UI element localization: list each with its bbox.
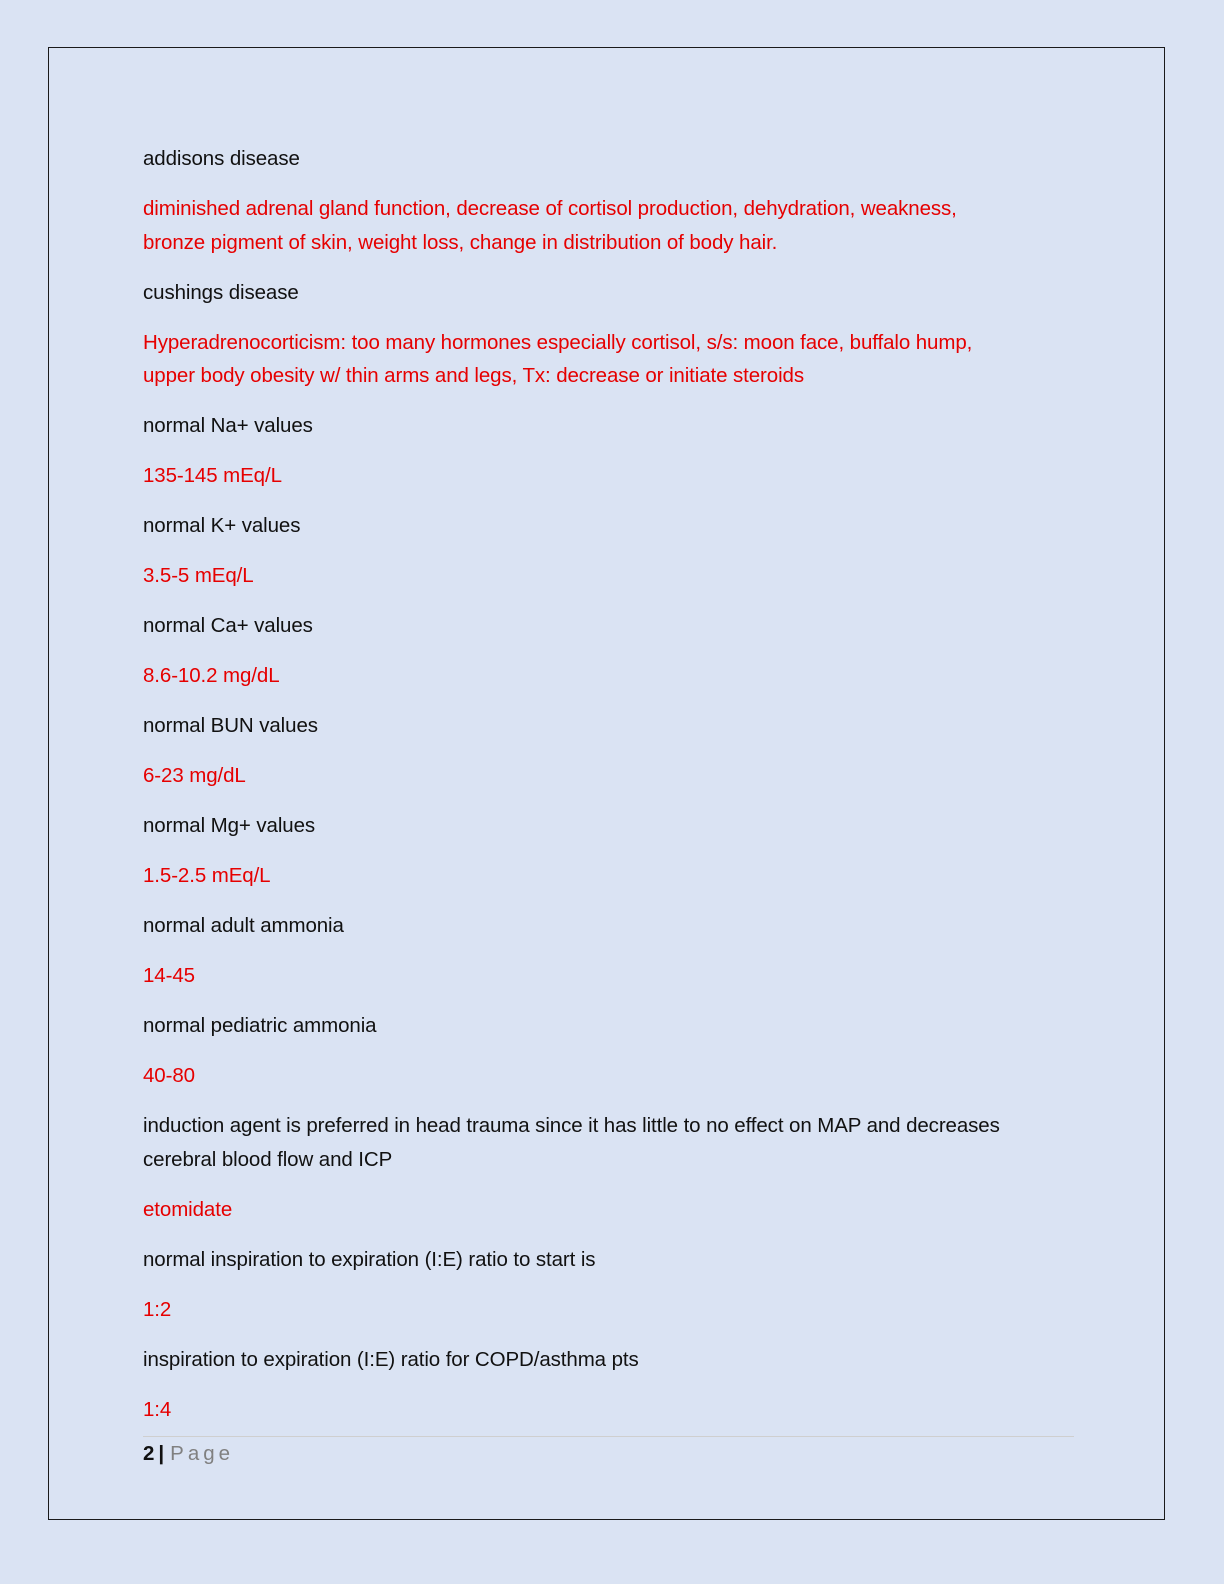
- answer-text: [143, 192, 1083, 259]
- question-text: normal pediatric ammonia: [143, 1014, 377, 1037]
- answer-line: upper body obesity w/ thin arms and legs, Tx: decrease or initiate steroids: [143, 364, 804, 387]
- question-text: cushings disease: [143, 280, 299, 304]
- answer-text: 6-23 mg/dL: [143, 764, 246, 787]
- page-label: Page: [170, 1442, 235, 1465]
- answer-text: [143, 326, 1083, 393]
- answer-text: 1:2: [143, 1297, 172, 1321]
- question-text: normal adult ammonia: [143, 914, 344, 937]
- page-footer: [143, 1440, 234, 1468]
- question-text: normal BUN values: [143, 714, 318, 737]
- answer-text: 1:4: [143, 1397, 172, 1421]
- answer-text: 40-80: [143, 1064, 195, 1087]
- answer-text: 3.5-5 mEq/L: [143, 564, 254, 587]
- answer-text: 1.5-2.5 mEq/L: [143, 864, 271, 887]
- question-text: normal Ca+ values: [143, 614, 313, 637]
- document-body: [143, 142, 1083, 1443]
- answer-text: 8.6-10.2 mg/dL: [143, 664, 280, 687]
- footer-separator: |: [158, 1442, 165, 1465]
- question-text: normal Mg+ values: [143, 814, 316, 837]
- question-text: normal Na+ values: [143, 414, 313, 437]
- answer-text: 14-45: [143, 964, 195, 987]
- page-number: 2: [143, 1442, 155, 1465]
- question-text: normal K+ values: [143, 514, 301, 537]
- question-text: inspiration to expiration (I:E) ratio for COPD/asthma pts: [143, 1347, 639, 1371]
- answer-line: diminished adrenal gland function, decrease of cortisol production, dehydration, weakness,: [143, 197, 957, 220]
- footer-divider: [143, 1436, 1074, 1437]
- question-text: addisons disease: [143, 147, 300, 170]
- answer-line: Hyperadrenocorticism: too many hormones especially cortisol, s/s: moon face, buffalo hump,: [143, 330, 973, 354]
- answer-text: 135-145 mEq/L: [143, 464, 282, 487]
- question-text: normal inspiration to expiration (I:E) ratio to start is: [143, 1247, 596, 1271]
- question-text: induction agent is preferred in head trauma since it has little to no effect on MAP and decreases cerebral blood flow and ICP: [143, 1114, 1000, 1171]
- answer-text: etomidate: [143, 1197, 233, 1221]
- answer-line: bronze pigment of skin, weight loss, change in distribution of body hair.: [143, 230, 778, 254]
